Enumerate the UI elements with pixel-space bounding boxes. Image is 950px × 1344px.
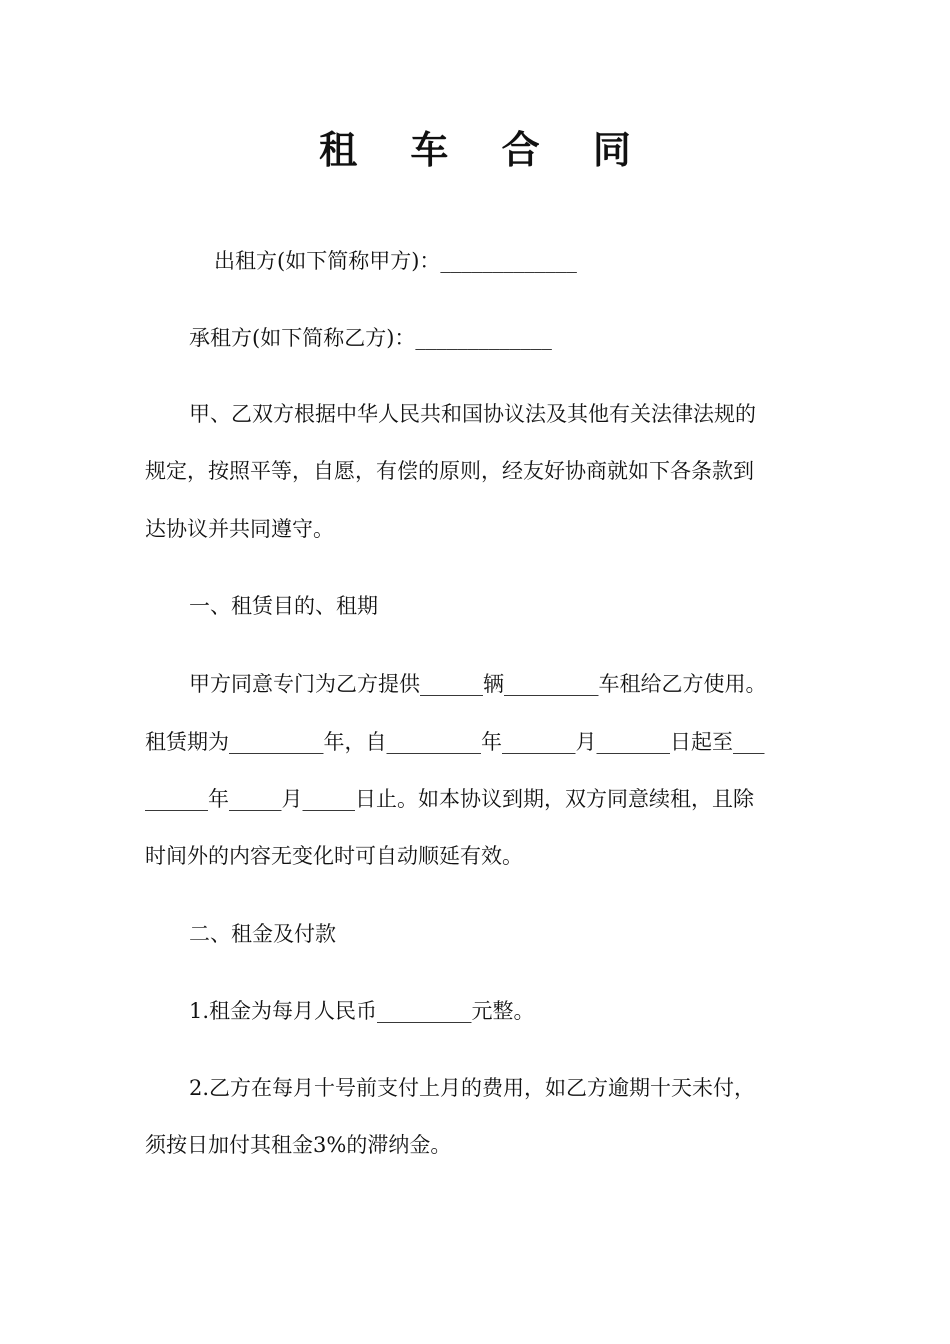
clause-1: 1.租金为每月人民币_________元整。 (189, 999, 535, 1023)
section1-line-1: 甲方同意专门为乙方提供______辆_________车租给乙方使用。 (189, 672, 767, 696)
section1-line-4: 时间外的内容无变化时可自动顺延有效。 (145, 844, 523, 868)
lessee-line: 承租方(如下简称乙方)：_____________ (189, 326, 552, 350)
section1-line-2: 租赁期为_________年，自_________年_______月_______日起至___ (145, 730, 765, 754)
preamble-line-2: 规定，按照平等，自愿，有偿的原则，经友好协商就如下各条款到 (145, 459, 754, 483)
clause-2-line-1: 2.乙方在每月十号前支付上月的费用，如乙方逾期十天未付， (189, 1076, 756, 1100)
clause-2-line-2: 须按日加付其租金3%的滞纳金。 (145, 1133, 452, 1157)
preamble-line-3: 达协议并共同遵守。 (145, 517, 334, 541)
preamble-line-1: 甲、乙双方根据中华人民共和国协议法及其他有关法律法规的 (189, 402, 756, 426)
section2-heading: 二、租金及付款 (189, 922, 336, 946)
lessor-line: 出租方(如下简称甲方)：_____________ (214, 249, 577, 273)
section1-heading: 一、租赁目的、租期 (189, 594, 378, 618)
section1-line-3: ______年_____月_____日止。如本协议到期，双方同意续租，且除 (145, 787, 754, 811)
contract-title: 租 车 合 同 (319, 128, 651, 172)
